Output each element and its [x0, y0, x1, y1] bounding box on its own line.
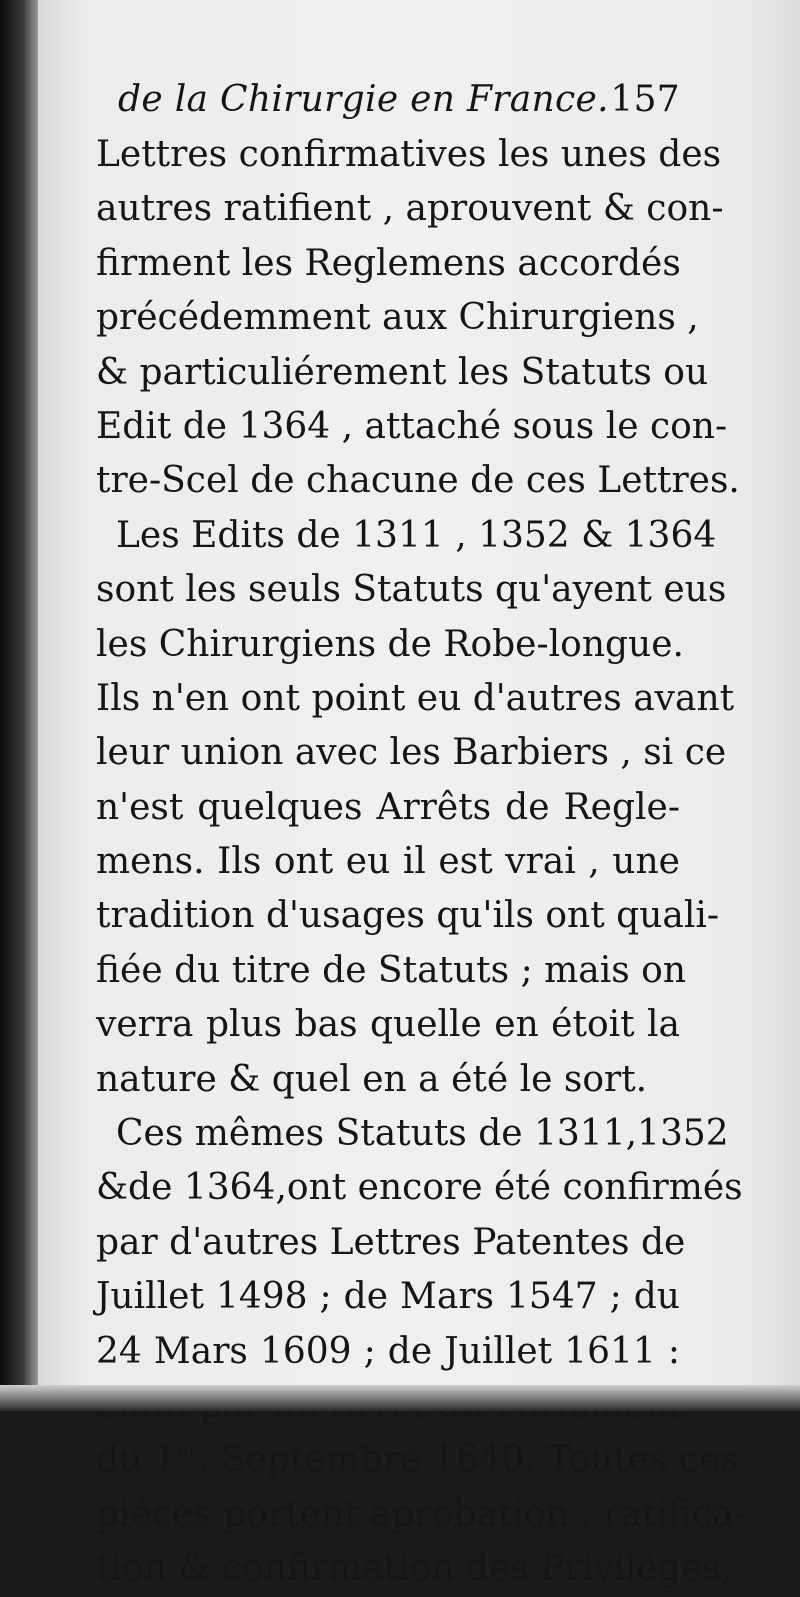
text-line: 24 Mars 1609 ; de Juillet 1611 :	[96, 1330, 680, 1372]
text-line: verra plus bas quelle en étoit la	[96, 1004, 680, 1046]
text-line: par d'autres Lettres Patentes de	[96, 1221, 686, 1263]
text-line: leur union avec les Barbiers , si ce	[96, 732, 727, 774]
text-line: sont les seuls Statuts qu'ayent eus	[96, 569, 727, 611]
text-line: Les Edits de 1311 , 1352 & 1364	[116, 514, 717, 556]
text-line: tre-Scel de chacune de ces Lettres.	[96, 460, 740, 502]
text-line: Edit de 1364 , attaché sous le con-	[96, 405, 728, 447]
book-page	[38, 0, 800, 1590]
text-line: fiée du titre de Statuts ; mais on	[96, 949, 687, 991]
text-line: piéces portent aprobation , ratifica-	[96, 1493, 746, 1535]
text-fragment: . Septembre 1640. Toutes ces	[197, 1439, 740, 1481]
book-gutter-shadow	[0, 0, 38, 1411]
text-line: nature & quel en a été le sort.	[96, 1058, 648, 1100]
text-line: précédemment aux Chirurgiens ,	[96, 297, 699, 339]
text-line: autres ratifient , aprouvent & con-	[96, 188, 724, 230]
text-line	[96, 1433, 740, 1487]
text-line: firment les Reglemens accordés	[96, 242, 681, 284]
text-line: n'est quelques Arrêts de Regle-	[96, 786, 680, 828]
text-line: les Chirurgiens de Robe-longue.	[96, 623, 684, 665]
text-line: Lettres confirmatives les unes des	[96, 134, 722, 175]
text-line: Ils n'en ont point eu d'autres avant	[96, 677, 735, 719]
text-line: & particuliérement les Statuts ou	[96, 351, 709, 393]
text-line: tion & confirmation des Priviléges,	[96, 1548, 733, 1590]
text-line: Ces mêmes Statuts de 1311,1352	[116, 1113, 729, 1155]
text-line: &de 1364,ont encore été confirmés	[96, 1167, 743, 1209]
page-header	[96, 72, 680, 128]
page-text	[96, 72, 746, 1597]
page-number: 157	[610, 79, 680, 120]
text-line: tradition d'usages qu'ils ont quali-	[96, 895, 720, 937]
running-title: de la Chirurgie en France.	[118, 79, 609, 120]
text-line: mens. Ils ont eu il est vrai , une	[96, 841, 680, 883]
text-line: Juillet 1498 ; de Mars 1547 ; du	[96, 1276, 680, 1318]
page-bottom-shadow	[0, 1385, 800, 1411]
superscript-ordinal: er	[176, 1438, 198, 1463]
text-fragment: du 1	[96, 1439, 177, 1481]
